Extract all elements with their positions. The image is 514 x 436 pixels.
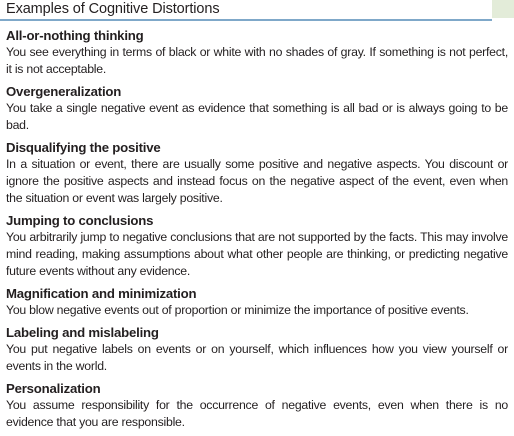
distortion-definition: You put negative labels on events or on yourself, which influences how you view yourself or events in the world. (6, 342, 508, 373)
distortion-term: Labeling and mislabeling (6, 325, 159, 340)
distortion-item-personalization (6, 380, 508, 431)
distortion-definition: You take a single negative event as evidence that something is all bad or is always going to be bad. (6, 101, 508, 132)
distortions-list (6, 27, 508, 436)
distortion-item-jumping-to-conclusions (6, 212, 508, 280)
distortion-term: Disqualifying the positive (6, 140, 161, 155)
distortion-term: All-or-nothing thinking (6, 28, 144, 43)
distortion-definition: You assume responsibility for the occurrence of negative events, even when there is no evidence that you are responsible. (6, 398, 508, 429)
header-rule (0, 19, 492, 21)
distortion-term: Jumping to conclusions (6, 213, 154, 228)
distortion-item-magnification-minimization (6, 285, 508, 319)
distortion-item-overgeneralization (6, 83, 508, 134)
distortion-item-labeling (6, 324, 508, 375)
distortion-term: Magnification and minimization (6, 286, 197, 301)
distortion-definition: In a situation or event, there are usually some positive and negative aspects. You discount or ignore the positive aspects and instead focus on the negative aspect of the event, even when the situation or event was largely positive. (6, 157, 508, 205)
distortion-definition: You arbitrarily jump to negative conclusions that are not supported by the facts. This may involve mind reading, making assumptions about what other people are thinking, or predicting negative future events without any evidence. (6, 230, 508, 278)
distortion-definition: You blow negative events out of proportion or minimize the importance of positive events. (6, 303, 469, 317)
box-header (0, 0, 514, 20)
distortion-item-all-or-nothing (6, 27, 508, 78)
distortion-term: Personalization (6, 381, 101, 396)
header-accent-block (492, 0, 514, 18)
box-title: Examples of Cognitive Distortions (6, 1, 220, 17)
distortion-term: Overgeneralization (6, 84, 122, 99)
distortion-item-disqualifying-positive (6, 139, 508, 207)
distortion-definition: You see everything in terms of black or white with no shades of gray. If something is not perfect, it is not acceptable. (6, 45, 508, 76)
